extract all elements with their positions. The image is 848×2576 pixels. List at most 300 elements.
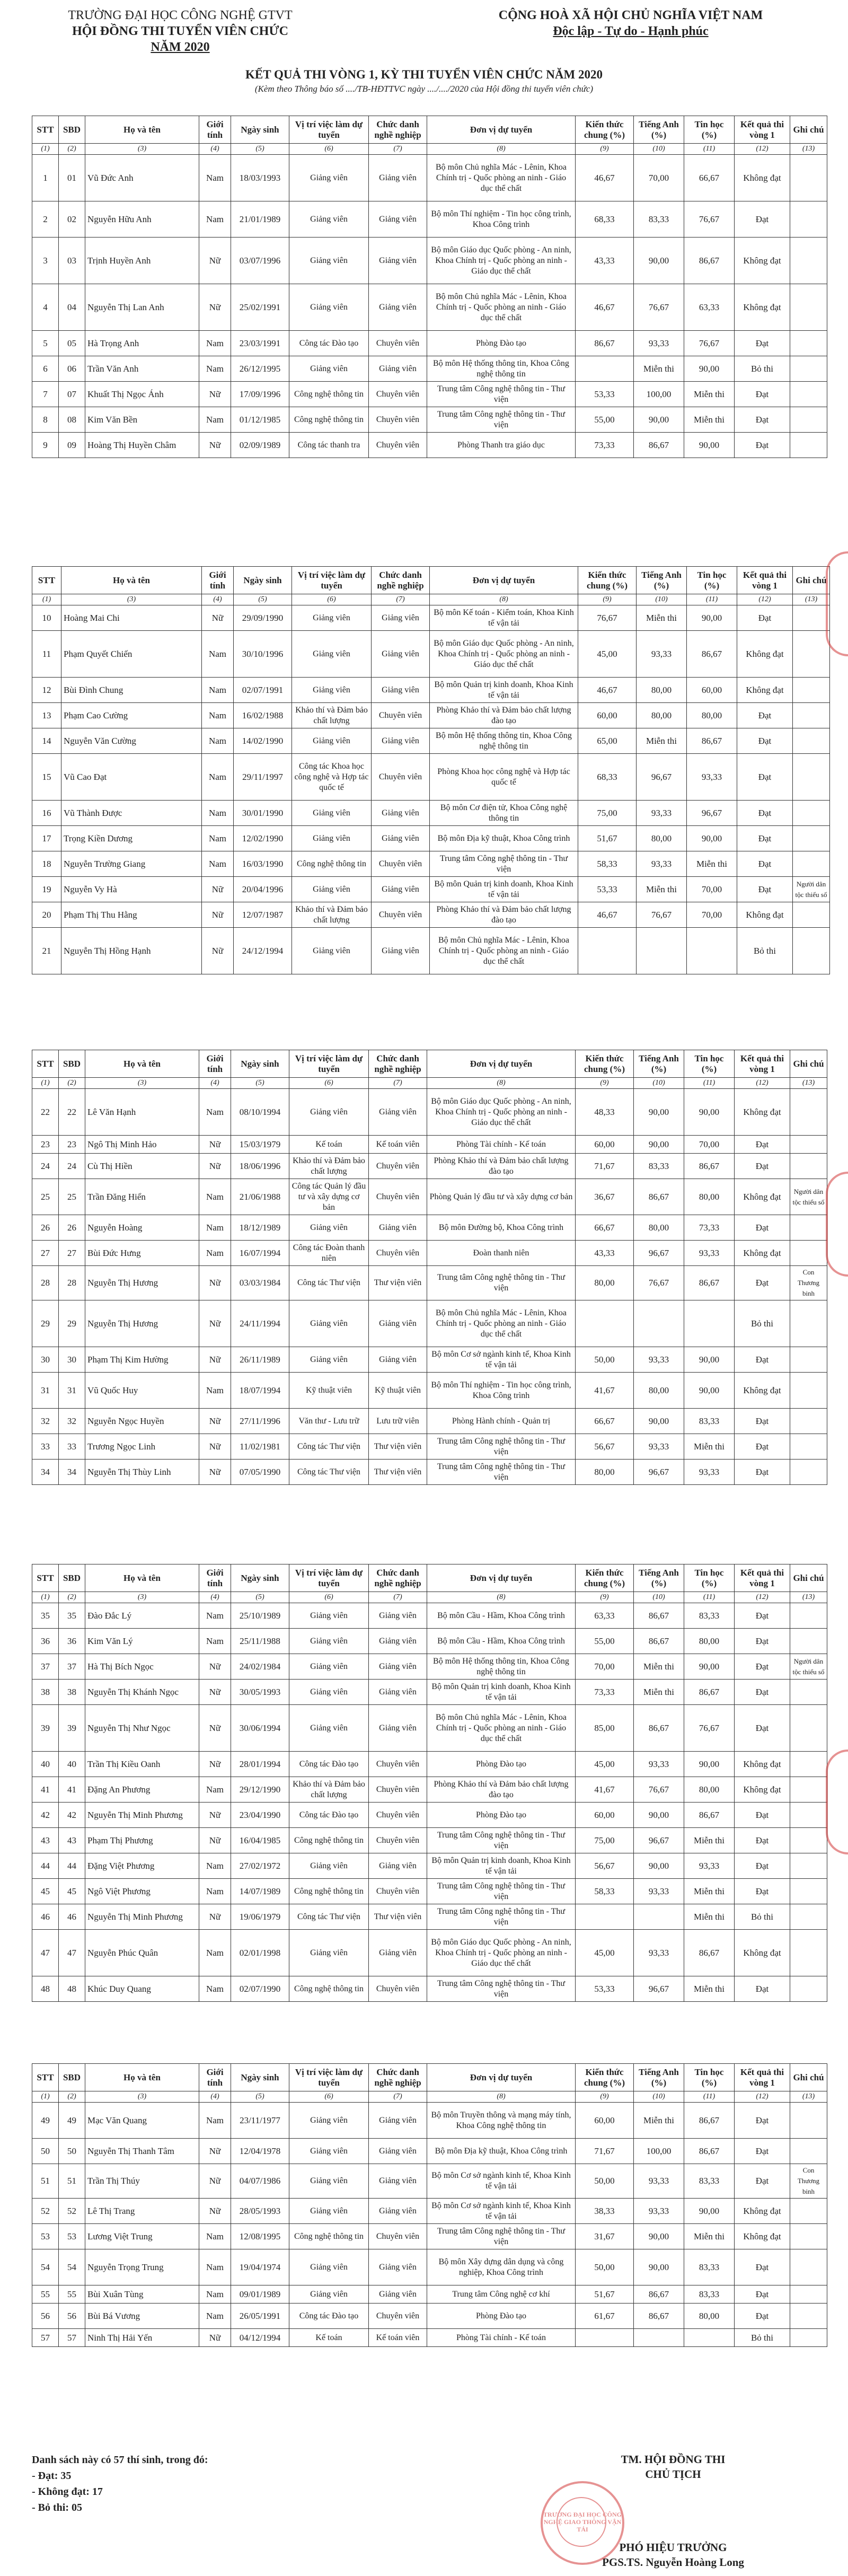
general-knowledge-score: 41,67 xyxy=(576,1777,634,1803)
stt-cell: 39 xyxy=(32,1705,59,1752)
column-number: (13) xyxy=(790,144,827,155)
unit-cell: Bộ môn Chủ nghĩa Mác - Lênin, Khoa Chính trị - Quốc phòng an ninh - Giáo dục thể chất xyxy=(427,1705,576,1752)
it-score: Miễn thi xyxy=(684,1879,735,1904)
table-row xyxy=(32,826,830,851)
birthdate-cell: 30/06/1994 xyxy=(231,1705,289,1752)
table-row xyxy=(32,433,827,458)
result-cell: Đạt xyxy=(735,1976,790,2002)
general-knowledge-score: 51,67 xyxy=(576,2285,634,2304)
name-cell: Vũ Đức Anh xyxy=(85,155,199,201)
position-cell: Giảng viên xyxy=(289,2285,369,2304)
stt-cell: 55 xyxy=(32,2285,59,2304)
position-cell: Giảng viên xyxy=(292,826,372,851)
it-score: 76,67 xyxy=(684,1705,735,1752)
name-cell: Phạm Thị Kim Hường xyxy=(85,1347,199,1373)
english-score: 76,67 xyxy=(637,902,687,928)
birthdate-cell: 09/01/1989 xyxy=(231,2285,289,2304)
unit-cell: Trung tâm Công nghệ thông tin - Thư viện xyxy=(427,1879,576,1904)
english-score: 93,33 xyxy=(634,2164,684,2199)
table-header-row xyxy=(32,116,827,144)
gender-cell: Nữ xyxy=(199,1828,231,1853)
column-header: Tiếng Anh (%) xyxy=(637,567,687,594)
position-cell: Công tác Đào tạo xyxy=(289,2304,369,2329)
table-header-row xyxy=(32,1564,827,1592)
position-cell: Giảng viên xyxy=(289,1680,369,1705)
column-number: (2) xyxy=(59,1078,85,1089)
birthdate-cell: 11/02/1981 xyxy=(231,1434,289,1460)
unit-cell: Trung tâm Công nghệ thông tin - Thư viện xyxy=(427,1904,576,1930)
general-knowledge-score: 36,67 xyxy=(576,1179,634,1215)
column-number: (10) xyxy=(634,2091,684,2103)
unit-cell: Phòng Tài chính - Kế toán xyxy=(427,1136,576,1154)
general-knowledge-score: 70,00 xyxy=(576,1654,634,1680)
position-cell: Giảng viên xyxy=(292,631,372,678)
sbd-cell: 56 xyxy=(59,2304,85,2329)
position-cell: Công tác Khoa học công nghệ và Hợp tác quốc tế xyxy=(292,754,372,801)
stt-cell: 57 xyxy=(32,2329,59,2347)
birthdate-cell: 07/05/1990 xyxy=(231,1460,289,1485)
title-cell: Giảng viên xyxy=(372,928,430,974)
english-score: 86,67 xyxy=(634,1179,684,1215)
unit-cell: Bộ môn Thí nghiệm - Tin học công trình, Khoa Công trình xyxy=(427,201,576,238)
result-cell: Bỏ thi xyxy=(735,356,790,382)
column-number: (4) xyxy=(199,2091,231,2103)
unit-cell: Bộ môn Quản trị kinh doanh, Khoa Kinh tế vận tải xyxy=(430,877,578,902)
unit-cell: Bộ môn Hệ thống thông tin, Khoa Công nghệ thông tin xyxy=(427,1654,576,1680)
position-cell: Giảng viên xyxy=(292,728,372,754)
column-number: (4) xyxy=(199,144,231,155)
stt-cell: 17 xyxy=(32,826,61,851)
name-cell: Trần Thị Kiều Oanh xyxy=(85,1752,199,1777)
gender-cell: Nam xyxy=(199,155,231,201)
birthdate-cell: 16/04/1985 xyxy=(231,1828,289,1853)
title-cell: Giảng viên xyxy=(372,801,430,826)
name-cell: Nguyễn Trọng Trung xyxy=(85,2249,199,2285)
unit-cell: Phòng Quản lý đầu tư và xây dựng cơ bản xyxy=(427,1179,576,1215)
column-header: Vị trí việc làm dự tuyển xyxy=(289,1050,369,1078)
column-number: (2) xyxy=(59,1592,85,1603)
table-row xyxy=(32,605,830,631)
it-score: 66,67 xyxy=(684,155,735,201)
title-cell: Lưu trữ viên xyxy=(369,1409,427,1434)
stt-cell: 3 xyxy=(32,238,59,284)
sbd-cell: 09 xyxy=(59,433,85,458)
result-cell: Đạt xyxy=(737,754,793,801)
column-number: (11) xyxy=(684,1078,735,1089)
general-knowledge-score: 45,00 xyxy=(576,1752,634,1777)
stt-cell: 1 xyxy=(32,155,59,201)
column-header: Kết quả thi vòng 1 xyxy=(735,116,790,144)
general-knowledge-score: 53,33 xyxy=(576,1976,634,2002)
birthdate-cell: 03/07/1996 xyxy=(231,238,289,284)
name-cell: Nguyễn Thị Lan Anh xyxy=(85,284,199,331)
table-row xyxy=(32,284,827,331)
stt-cell: 30 xyxy=(32,1347,59,1373)
general-knowledge-score: 45,00 xyxy=(576,1930,634,1976)
sbd-cell: 31 xyxy=(59,1373,85,1409)
column-header: Kết quả thi vòng 1 xyxy=(735,1564,790,1592)
english-score: Miễn thi xyxy=(637,728,687,754)
column-header: Ghi chú xyxy=(790,1564,827,1592)
table-row xyxy=(32,851,830,877)
note-cell xyxy=(790,2199,827,2224)
absent-count: - Bỏ thi: 05 xyxy=(32,2502,82,2513)
title-cell: Thư viện viên xyxy=(369,1904,427,1930)
gender-cell: Nam xyxy=(199,1930,231,1976)
birthdate-cell: 24/02/1984 xyxy=(231,1654,289,1680)
gender-cell: Nam xyxy=(202,826,234,851)
table-row xyxy=(32,877,830,902)
table-row xyxy=(32,331,827,356)
position-cell: Kế toán xyxy=(289,2329,369,2347)
unit-cell: Trung tâm Công nghệ thông tin - Thư viện xyxy=(427,407,576,433)
english-score: Miễn thi xyxy=(634,356,684,382)
unit-cell: Phòng Đào tạo xyxy=(427,331,576,356)
university-name: TRƯỜNG ĐẠI HỌC CÔNG NGHỆ GTVT xyxy=(68,8,293,22)
name-cell: Trần Đăng Hiển xyxy=(85,1179,199,1215)
it-score: 70,00 xyxy=(684,1136,735,1154)
table-row xyxy=(32,1136,827,1154)
it-score: 93,33 xyxy=(684,1853,735,1879)
name-cell: Vũ Quốc Huy xyxy=(85,1373,199,1409)
stt-cell: 49 xyxy=(32,2103,59,2139)
title-cell: Giảng viên xyxy=(372,605,430,631)
unit-cell: Phòng Thanh tra giáo dục xyxy=(427,433,576,458)
general-knowledge-score: 43,33 xyxy=(576,1241,634,1266)
sbd-cell: 23 xyxy=(59,1136,85,1154)
note-cell xyxy=(790,1603,827,1629)
stt-cell: 50 xyxy=(32,2139,59,2164)
english-score: 90,00 xyxy=(634,407,684,433)
column-header: Tiếng Anh (%) xyxy=(634,1564,684,1592)
column-number: (11) xyxy=(684,1592,735,1603)
column-number: (12) xyxy=(737,594,793,605)
note-cell xyxy=(790,1089,827,1136)
table-row xyxy=(32,1930,827,1976)
column-header: Tin học (%) xyxy=(684,116,735,144)
general-knowledge-score: 65,00 xyxy=(578,728,637,754)
column-number: (8) xyxy=(430,594,578,605)
column-header: Kết quả thi vòng 1 xyxy=(737,567,793,594)
result-cell: Đạt xyxy=(735,2249,790,2285)
position-cell: Giảng viên xyxy=(289,1853,369,1879)
sbd-cell: 41 xyxy=(59,1777,85,1803)
stt-cell: 45 xyxy=(32,1879,59,1904)
birthdate-cell: 19/06/1979 xyxy=(231,1904,289,1930)
stt-cell: 56 xyxy=(32,2304,59,2329)
stt-cell: 5 xyxy=(32,331,59,356)
gender-cell: Nam xyxy=(199,1179,231,1215)
name-cell: Nguyễn Thị Minh Phương xyxy=(85,1803,199,1828)
it-score: 60,00 xyxy=(687,678,737,703)
it-score: Miễn thi xyxy=(684,382,735,407)
gender-cell: Nữ xyxy=(199,1705,231,1752)
result-cell: Đạt xyxy=(735,1828,790,1853)
english-score: 70,00 xyxy=(634,155,684,201)
table-row xyxy=(32,1347,827,1373)
general-knowledge-score: 50,00 xyxy=(576,2249,634,2285)
column-header: Ngày sinh xyxy=(231,116,289,144)
position-cell: Công tác Đào tạo xyxy=(289,1803,369,1828)
result-cell: Không đạt xyxy=(735,1777,790,1803)
sbd-cell: 47 xyxy=(59,1930,85,1976)
column-header: Ngày sinh xyxy=(231,1050,289,1078)
column-number: (12) xyxy=(735,144,790,155)
note-cell xyxy=(790,1680,827,1705)
table-row xyxy=(32,902,830,928)
it-score: 80,00 xyxy=(684,1777,735,1803)
result-cell: Không đạt xyxy=(737,631,793,678)
note-cell xyxy=(790,1930,827,1976)
unit-cell: Phòng Khoa học công nghệ và Hợp tác quốc tế xyxy=(430,754,578,801)
title-cell: Chuyên viên xyxy=(369,382,427,407)
it-score: Miễn thi xyxy=(687,851,737,877)
name-cell: Trần Văn Anh xyxy=(85,356,199,382)
note-cell xyxy=(790,2249,827,2285)
stt-cell: 2 xyxy=(32,201,59,238)
general-knowledge-score: 43,33 xyxy=(576,238,634,284)
gender-cell: Nam xyxy=(202,678,234,703)
general-knowledge-score: 60,00 xyxy=(576,2103,634,2139)
birthdate-cell: 27/11/1996 xyxy=(231,1409,289,1434)
position-cell: Giảng viên xyxy=(292,801,372,826)
unit-cell: Trung tâm Công nghệ thông tin - Thư viện xyxy=(427,382,576,407)
it-score: 86,67 xyxy=(684,1803,735,1828)
gender-cell: Nữ xyxy=(199,284,231,331)
english-score: 100,00 xyxy=(634,2139,684,2164)
birthdate-cell: 26/05/1991 xyxy=(231,2304,289,2329)
gender-cell: Nữ xyxy=(199,1460,231,1485)
results-table-page-2 xyxy=(32,566,830,974)
sbd-cell: 51 xyxy=(59,2164,85,2199)
signature-role: CHỦ TỊCH xyxy=(645,2468,701,2481)
column-number: (1) xyxy=(32,1592,59,1603)
column-number: (12) xyxy=(735,2091,790,2103)
sbd-cell: 08 xyxy=(59,407,85,433)
english-score: 96,67 xyxy=(634,1976,684,2002)
english-score: 96,67 xyxy=(634,1828,684,1853)
gender-cell: Nam xyxy=(199,356,231,382)
english-score: 86,67 xyxy=(634,1705,684,1752)
column-header: Giới tính xyxy=(199,116,231,144)
stt-cell: 26 xyxy=(32,1215,59,1241)
gender-cell: Nam xyxy=(199,1976,231,2002)
column-number: (3) xyxy=(61,594,202,605)
motto: Độc lập - Tự do - Hạnh phúc xyxy=(553,24,709,38)
it-score xyxy=(684,1300,735,1347)
name-cell: Nguyễn Thị Minh Phương xyxy=(85,1904,199,1930)
table-header-row xyxy=(32,567,830,594)
column-number: (3) xyxy=(85,2091,199,2103)
unit-cell: Trung tâm Công nghệ thông tin - Thư viện xyxy=(427,2224,576,2249)
result-cell: Không đạt xyxy=(735,2224,790,2249)
column-header: Vị trí việc làm dự tuyển xyxy=(289,1564,369,1592)
gender-cell: Nữ xyxy=(199,1347,231,1373)
column-number: (13) xyxy=(793,594,830,605)
english-score: 93,33 xyxy=(637,801,687,826)
birthdate-cell: 23/03/1991 xyxy=(231,331,289,356)
general-knowledge-score: 53,33 xyxy=(578,877,637,902)
column-header: Tin học (%) xyxy=(687,567,737,594)
title-cell: Giảng viên xyxy=(372,877,430,902)
it-score: 90,00 xyxy=(684,1654,735,1680)
sbd-cell: 35 xyxy=(59,1603,85,1629)
sbd-cell: 05 xyxy=(59,331,85,356)
note-cell xyxy=(790,2103,827,2139)
column-header: Ngày sinh xyxy=(234,567,292,594)
title-cell: Giảng viên xyxy=(369,238,427,284)
column-header: SBD xyxy=(59,2064,85,2091)
column-header: Họ và tên xyxy=(85,116,199,144)
table-row xyxy=(32,1976,827,2002)
gender-cell: Nam xyxy=(202,728,234,754)
column-number: (8) xyxy=(427,144,576,155)
name-cell: Nguyễn Thị Thanh Tâm xyxy=(85,2139,199,2164)
column-number-row xyxy=(32,1592,827,1603)
english-score: 100,00 xyxy=(634,382,684,407)
birthdate-cell: 25/11/1988 xyxy=(231,1629,289,1654)
english-score: Miễn thi xyxy=(637,877,687,902)
name-cell: Nguyễn Hoàng xyxy=(85,1215,199,1241)
english-score: 90,00 xyxy=(634,2224,684,2249)
gender-cell: Nữ xyxy=(199,1266,231,1300)
title-cell: Chuyên viên xyxy=(369,1777,427,1803)
table-row xyxy=(32,1373,827,1409)
note-cell xyxy=(790,1347,827,1373)
position-cell: Công tác Đào tạo xyxy=(289,1752,369,1777)
year-line: NĂM 2020 xyxy=(151,40,210,54)
gender-cell: Nữ xyxy=(199,1434,231,1460)
general-knowledge-score: 46,67 xyxy=(578,678,637,703)
table-row xyxy=(32,1879,827,1904)
stt-cell: 13 xyxy=(32,703,61,728)
name-cell: Kim Văn Lý xyxy=(85,1629,199,1654)
note-cell xyxy=(790,1154,827,1179)
gender-cell: Nam xyxy=(199,2285,231,2304)
note-cell xyxy=(793,801,830,826)
table-row xyxy=(32,1266,827,1300)
title-cell: Chuyên viên xyxy=(372,754,430,801)
stt-cell: 24 xyxy=(32,1154,59,1179)
unit-cell: Trung tâm Công nghệ thông tin - Thư viện xyxy=(430,851,578,877)
table-row xyxy=(32,2199,827,2224)
result-cell: Đạt xyxy=(735,1853,790,1879)
note-cell xyxy=(790,1976,827,2002)
general-knowledge-score xyxy=(578,928,637,974)
position-cell: Giảng viên xyxy=(289,1089,369,1136)
table-row xyxy=(32,1705,827,1752)
birthdate-cell: 16/07/1994 xyxy=(231,1241,289,1266)
english-score: 96,67 xyxy=(634,1241,684,1266)
result-cell: Không đạt xyxy=(735,284,790,331)
name-cell: Hoàng Thị Huyền Châm xyxy=(85,433,199,458)
note-cell xyxy=(790,201,827,238)
unit-cell: Bộ môn Cầu - Hầm, Khoa Công trình xyxy=(427,1603,576,1629)
stt-cell: 15 xyxy=(32,754,61,801)
english-score xyxy=(637,928,687,974)
note-cell xyxy=(790,2329,827,2347)
note-cell xyxy=(790,2139,827,2164)
position-cell: Giảng viên xyxy=(289,2103,369,2139)
it-score: 90,00 xyxy=(687,605,737,631)
position-cell: Công tác Thư viện xyxy=(289,1266,369,1300)
birthdate-cell: 20/04/1996 xyxy=(234,877,292,902)
name-cell: Ngô Việt Phương xyxy=(85,1879,199,1904)
unit-cell: Phòng Khảo thí và Đảm bảo chất lượng đào tạo xyxy=(430,902,578,928)
title-cell: Giảng viên xyxy=(369,1089,427,1136)
title-cell: Giảng viên xyxy=(369,1680,427,1705)
gender-cell: Nữ xyxy=(199,1136,231,1154)
table-row xyxy=(32,1241,827,1266)
unit-cell: Bộ môn Kế toán - Kiểm toán, Khoa Kinh tế vận tải xyxy=(430,605,578,631)
note-cell: Con Thương binh xyxy=(790,2164,827,2199)
sbd-cell: 01 xyxy=(59,155,85,201)
table-row xyxy=(32,2224,827,2249)
column-header: Kiến thức chung (%) xyxy=(576,116,634,144)
sbd-cell: 07 xyxy=(59,382,85,407)
unit-cell: Bộ môn Giáo dục Quốc phòng - An ninh, Khoa Chính trị - Quốc phòng an ninh - Giáo dục thể chất xyxy=(427,1089,576,1136)
title-cell: Chuyên viên xyxy=(369,1803,427,1828)
column-number: (10) xyxy=(637,594,687,605)
title-cell: Chuyên viên xyxy=(372,851,430,877)
birthdate-cell: 21/01/1989 xyxy=(231,201,289,238)
note-cell xyxy=(793,826,830,851)
column-number: (1) xyxy=(32,1078,59,1089)
position-cell: Giảng viên xyxy=(289,1629,369,1654)
result-cell: Đạt xyxy=(735,1680,790,1705)
birthdate-cell: 12/08/1995 xyxy=(231,2224,289,2249)
it-score: 93,33 xyxy=(684,1241,735,1266)
name-cell: Nguyễn Trường Giang xyxy=(61,851,202,877)
column-number: (2) xyxy=(59,2091,85,2103)
birthdate-cell: 23/11/1977 xyxy=(231,2103,289,2139)
sbd-cell: 38 xyxy=(59,1680,85,1705)
note-cell xyxy=(790,1803,827,1828)
note-cell xyxy=(790,331,827,356)
sbd-cell: 48 xyxy=(59,1976,85,2002)
column-header: Kiến thức chung (%) xyxy=(576,1050,634,1078)
general-knowledge-score: 46,67 xyxy=(578,902,637,928)
stt-cell: 48 xyxy=(32,1976,59,2002)
it-score: 90,00 xyxy=(684,2199,735,2224)
column-header: Tiếng Anh (%) xyxy=(634,2064,684,2091)
title-cell: Chuyên viên xyxy=(369,1828,427,1853)
english-score: 93,33 xyxy=(634,1930,684,1976)
position-cell: Kỹ thuật viên xyxy=(289,1373,369,1409)
gender-cell: Nam xyxy=(199,2224,231,2249)
gender-cell: Nữ xyxy=(202,877,234,902)
english-score: 90,00 xyxy=(634,238,684,284)
unit-cell: Bộ môn Cơ sở ngành kinh tế, Khoa Kinh tế vận tải xyxy=(427,2164,576,2199)
english-score: 93,33 xyxy=(634,1879,684,1904)
it-score: Miễn thi xyxy=(684,1434,735,1460)
position-cell: Giảng viên xyxy=(289,1215,369,1241)
birthdate-cell: 14/02/1990 xyxy=(234,728,292,754)
sbd-cell: 50 xyxy=(59,2139,85,2164)
table-row xyxy=(32,1803,827,1828)
sbd-cell: 42 xyxy=(59,1803,85,1828)
name-cell: Kim Văn Bền xyxy=(85,407,199,433)
table-row xyxy=(32,238,827,284)
column-header: Tiếng Anh (%) xyxy=(634,1050,684,1078)
english-score: 90,00 xyxy=(634,1409,684,1434)
birthdate-cell: 30/01/1990 xyxy=(234,801,292,826)
position-cell: Công nghệ thông tin xyxy=(289,1828,369,1853)
title-cell: Giảng viên xyxy=(369,201,427,238)
unit-cell: Trung tâm Công nghệ thông tin - Thư viện xyxy=(427,1266,576,1300)
result-cell: Đạt xyxy=(735,1347,790,1373)
result-cell: Đạt xyxy=(735,2164,790,2199)
